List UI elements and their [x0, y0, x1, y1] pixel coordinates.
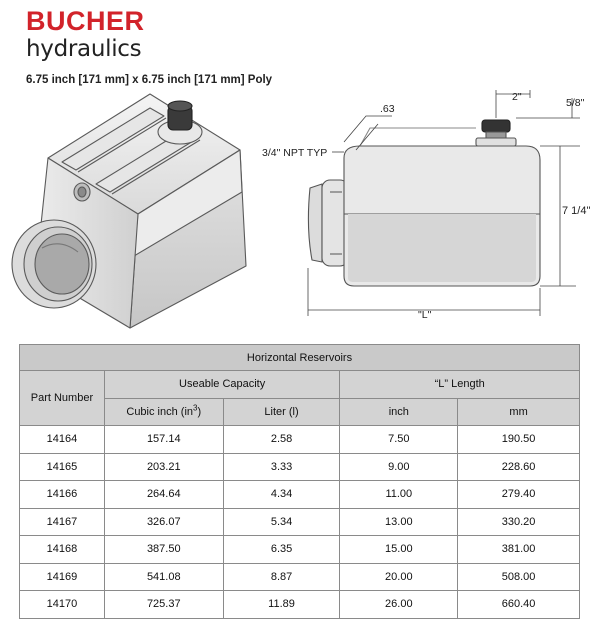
- cell-part: 14167: [20, 508, 105, 536]
- table-caption: Horizontal Reservoirs: [20, 345, 580, 371]
- cell-cubic-in: 387.50: [104, 536, 223, 564]
- side-view: [308, 120, 540, 286]
- cell-part: 14165: [20, 453, 105, 481]
- table-row: [20, 591, 580, 619]
- cell-cubic-in: 203.21: [104, 453, 223, 481]
- group-length: “L” Length: [340, 371, 580, 399]
- dim-npt: 3/4" NPT TYP: [262, 147, 328, 159]
- brand-name-bottom: hydraulics: [26, 36, 142, 62]
- cell-mm: 330.20: [458, 508, 580, 536]
- cell-liter: 5.34: [223, 508, 340, 536]
- table-row: [20, 481, 580, 509]
- brand-logo: [26, 8, 145, 61]
- cell-mm: 190.50: [458, 426, 580, 454]
- reservoir-drawing: [0, 88, 600, 336]
- cell-liter: 11.89: [223, 591, 340, 619]
- cell-inch: 9.00: [340, 453, 458, 481]
- cell-cubic-in: 541.08: [104, 563, 223, 591]
- cell-mm: 228.60: [458, 453, 580, 481]
- cell-inch: 15.00: [340, 536, 458, 564]
- cell-mm: 508.00: [458, 563, 580, 591]
- dim-length: "L": [418, 309, 432, 321]
- brand-name-top: BUCHER: [26, 6, 145, 36]
- table-row: [20, 563, 580, 591]
- cell-cubic-in: 157.14: [104, 426, 223, 454]
- cell-mm: 279.40: [458, 481, 580, 509]
- cell-liter: 6.35: [223, 536, 340, 564]
- col-liter: Liter (l): [223, 398, 340, 426]
- col-inch: inch: [340, 398, 458, 426]
- cell-mm: 660.40: [458, 591, 580, 619]
- cell-inch: 13.00: [340, 508, 458, 536]
- cell-part: 14166: [20, 481, 105, 509]
- cell-inch: 26.00: [340, 591, 458, 619]
- cell-cubic-in: 725.37: [104, 591, 223, 619]
- cell-liter: 2.58: [223, 426, 340, 454]
- cell-part: 14170: [20, 591, 105, 619]
- cell-inch: 11.00: [340, 481, 458, 509]
- cell-cubic-in: 264.64: [104, 481, 223, 509]
- dim-cap-offset: 2": [512, 91, 522, 103]
- reservoir-spec-table: [19, 344, 580, 619]
- cell-cubic-in: 326.07: [104, 508, 223, 536]
- iso-view: [12, 94, 246, 328]
- group-useable-capacity: Useable Capacity: [104, 371, 340, 399]
- table-row: [20, 426, 580, 454]
- table-row: [20, 453, 580, 481]
- cell-mm: 381.00: [458, 536, 580, 564]
- cell-part: 14164: [20, 426, 105, 454]
- cell-liter: 3.33: [223, 453, 340, 481]
- table-row: [20, 536, 580, 564]
- dim-fitting: .63: [380, 103, 395, 115]
- table-row: [20, 508, 580, 536]
- col-cubic-inch: Cubic inch $(in^3)$: [104, 398, 223, 426]
- cell-inch: 7.50: [340, 426, 458, 454]
- cell-part: 14168: [20, 536, 105, 564]
- product-subtitle: 6.75 inch [171 mm] x 6.75 inch [171 mm] Poly: [26, 74, 273, 86]
- cell-liter: 4.34: [223, 481, 340, 509]
- cell-liter: 8.87: [223, 563, 340, 591]
- dim-height: 7 1/4": [562, 205, 591, 217]
- col-part-number: Part Number: [20, 371, 105, 426]
- cell-inch: 20.00: [340, 563, 458, 591]
- cell-part: 14169: [20, 563, 105, 591]
- dim-cap-height: 5/8": [566, 97, 585, 109]
- col-mm: mm: [458, 398, 580, 426]
